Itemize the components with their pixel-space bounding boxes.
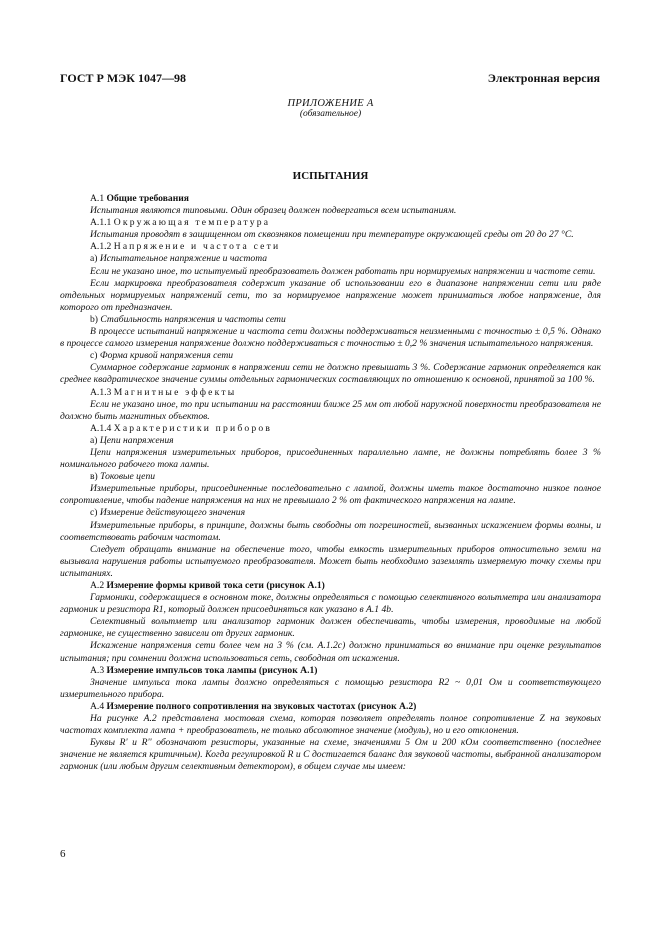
paragraph: Селективный вольтметр или анализатор гармоник должен обеспечивать, чтобы измерения, проводимые на любой гармонике, не существенно зависели от других гармоник. (60, 616, 601, 640)
clause-number: А.2 (90, 580, 107, 591)
paragraph: Буквы R' и R'' обозначают резисторы, указанные на схеме, значениями 5 Ом и 200 кОм соответственно (последнее значение не является критичным). Когда регулировкой R и С достигается баланс для звуковой частоты, выбранной анализатором гармоник (или любым другим селективным детектором), в общем случае мы имеем: (60, 737, 601, 773)
item-label: а) (90, 434, 100, 446)
item-label: с) (90, 350, 100, 362)
item-title: Цепи напряжения (99, 434, 174, 446)
annex-heading (0, 98, 661, 119)
paragraph: Если маркировка преобразователя содержит указание об использовании его в диапазоне напряжении сети или ряде отдельных нормируемых напряжений сети, то за нормируемое напряжение может приниматься любое напряжение, для которого от предназначен. (60, 277, 601, 313)
subclause-a14b-heading (60, 471, 601, 483)
item-title: Токовые цепи (100, 471, 156, 483)
clause-number: А.3 (90, 664, 107, 676)
item-label: а) (90, 253, 100, 265)
item-label: b) (90, 313, 101, 325)
clause-a4-heading (60, 701, 601, 713)
paragraph: Испытания являются типовыми. Один образец должен подвергаться всем испытаниям. (90, 205, 457, 217)
clause-title: Измерение импульсов тока лампы (рисунок А.1) (106, 664, 318, 676)
paragraph: Суммарное содержание гармоник в напряжении сети не должно превышать 3 %. Содержание гармоник определяется как среднее квадратическое значение суммы отдельных гармонических составляющих по отношению к основной, принятой за 100 %. (60, 362, 601, 386)
paragraph: В процессе испытаний напряжение и частота сети должны поддерживаться неизменными с точностью ± 0,5 %. Однако в процессе самого измерения напряжение должно поддерживаться с точностью ± 0,2 % значения испытательного напряжения. (60, 326, 601, 350)
paragraph: Гармоники, содержащиеся в основном токе, должны определяться с помощью селективного вольтметра или анализатора гармоник и резистора R1, который должен присоединяться как указано в А.1 4b. (60, 592, 601, 616)
document-designation: ГОСТ Р МЭК 1047—98 (60, 71, 186, 85)
clause-a3-heading (60, 665, 601, 677)
clause-a11-heading (60, 217, 601, 229)
clause-a12-heading (60, 241, 601, 253)
clause-number: А.4 (90, 700, 107, 712)
subclause-a12a-heading (60, 253, 601, 265)
paragraph: Следует обращать внимание на обеспечение того, чтобы емкость измерительных приборов относительно земли на вызывала нарушения работы испытуемого преобразователя. Может быть необходимо заземлять измеряемую точку схемы при испытаниях. (60, 543, 601, 579)
paragraph: Искажение напряжения сети более чем на 3 % (см. А.1.2с) должно приниматься во внимание при оценке результатов испытания; при сомнении должна использоваться сеть, свободная от искажения. (60, 640, 601, 664)
item-title: Испытательное напряжение и частота (99, 253, 268, 265)
item-label: в) (90, 471, 101, 483)
clause-title: Измерение полного сопротивления на звуковых частотах (рисунок А.2) (106, 700, 417, 712)
clause-number: А.1.4 (90, 422, 114, 434)
clause-title: Характеристики приборов (113, 422, 273, 434)
clause-title: Общие требования (106, 193, 189, 204)
clause-number: А.1.2 (90, 241, 114, 253)
paragraph: Если не указано иное, то испытуемый преобразователь должен работать при нормируемых напряжении и частоте сети. (90, 265, 596, 277)
clause-number: А.1.3 (90, 386, 114, 398)
subclause-a14a-heading (60, 435, 601, 447)
clause-title: Магнитные эффекты (113, 386, 237, 398)
paragraph: Значение импульса тока лампы должно определяться с помощью резистора R2 ~ 0,01 Ом и соответствующего измерительного прибора. (60, 676, 601, 700)
subclause-a12c-heading (60, 350, 601, 362)
clause-number: А.1 (90, 193, 107, 204)
clause-title: Окружающая температура (113, 217, 271, 229)
subclause-a14c-heading (60, 507, 601, 519)
subclause-a12b-heading (60, 314, 601, 326)
annex-subtitle: (обязательное) (299, 109, 362, 119)
clause-a14-heading (60, 423, 601, 435)
clause-title: Измерение формы кривой тока сети (рисунок А.1) (106, 580, 325, 591)
clause-a2-heading (60, 580, 601, 592)
paragraph: Измерительные приборы, в принципе, должны быть свободны от погрешностей, вызванных искажением формы волны, и соответствовать рабочим частотам. (60, 519, 601, 543)
item-title: Форма кривой напряжения сети (99, 350, 234, 362)
electronic-version-label: Электронная версия (487, 71, 600, 85)
paragraph: Измерительные приборы, присоединенные последовательно с лампой, должны иметь такое достаточно низкое полное сопротивление, чтобы падение напряжения на них не превышало 2 % от фактического напряжения на лампе. (60, 483, 601, 507)
item-title: Стабильность напряжения и частоты сети (100, 313, 286, 325)
paragraph: На рисунке А.2 представлена мостовая схема, которая позволяет определять полное сопротивление Z на звуковых частотах комплекта лампа + преобразователь, не только абсолютное значение (модуль), но и его отклонения. (60, 713, 601, 737)
annex-title: ПРИЛОЖЕНИЕ А (287, 98, 374, 109)
item-label: с) (90, 507, 100, 519)
clause-a1-heading (60, 193, 601, 205)
paragraph: Цепи напряжения измерительных приборов, присоединенных параллельно лампе, не должны потреблять более 3 % номинального рабочего тока лампы. (60, 446, 601, 471)
clause-title: Напряжение и частота сети (113, 241, 281, 253)
clause-number: А.1.1 (90, 217, 114, 229)
item-title: Измерение действующего значения (99, 507, 246, 519)
paragraph: Если не указано иное, то при испытании на расстоянии ближе 25 мм от любой наружной поверхности преобразователя не должно быть магнитных объектов. (60, 398, 601, 422)
page-number: 6 (60, 848, 66, 860)
section-title: ИСПЫТАНИЯ (292, 170, 369, 182)
paragraph: Испытания проводят в защищенном от сквозняков помещении при температуре окружающей среды от 20 до 27 °С. (90, 229, 574, 241)
clause-a13-heading (60, 387, 601, 399)
document-body (60, 193, 601, 774)
